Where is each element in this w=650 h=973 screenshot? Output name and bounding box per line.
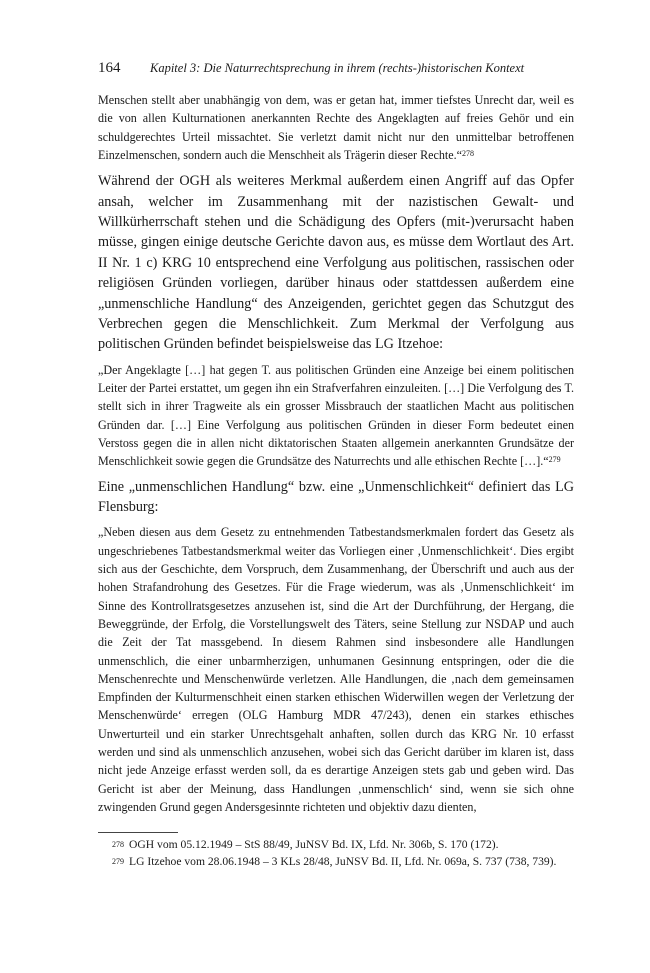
footnote-ref-278[interactable]: 278 xyxy=(462,148,475,158)
footnote-number: 278 xyxy=(112,840,124,850)
block-quote-lg-itzehoe xyxy=(98,361,574,471)
footnote-278 xyxy=(98,837,574,854)
page-header xyxy=(98,60,574,82)
body-paragraph-2: Eine „unmenschlichen Handlung“ bzw. eine „Unmenschlichkeit“ definiert das LG Flensburg: xyxy=(98,478,574,516)
footnote-ref-279[interactable]: 279 xyxy=(548,455,561,465)
footnote-text: LG Itzehoe vom 28.06.1948 – 3 KLs 28/48, JuNSV Bd. II, Lfd. Nr. 069a, S. 737 (738, 739). xyxy=(129,854,557,868)
quote-text: „Der Angeklagte […] hat gegen T. aus politischen Gründen eine Anzeige bei einem politischen Leiter der Partei erstattet, um gegen ihn ein Strafverfahren einzuleiten. […] Die Verfolgung des T. stellt sich in ihrer Tragweite als ein grosser Missbrauch der staatlichen Macht aus politischen Gründen dar. […] Eine Verfolgung aus politischen Gründen in dieser Form bedeutet einen Verstoss gegen die in allen nicht diktatorischen Staaten allgemein anerkannten Grundsätze der Menschlichkeit sowie gegen die Grundsätze des Naturrechts und alle ethischen Rechte […].“ xyxy=(98,362,574,469)
block-quote-continued xyxy=(98,91,574,164)
book-page xyxy=(98,60,574,870)
footnote-divider xyxy=(98,832,178,833)
footnote-279 xyxy=(98,854,574,871)
body-paragraph-1: Während der OGH als weiteres Merkmal außerdem einen Angriff auf das Opfer ansah, welcher im Zusammenhang mit der nazistischen Gewalt- und Willkürherrschaft stehen und die Schädigung des Opfers (mit-)verursacht haben müsse, gingen einige deutsche Gerichte davon aus, es müsse dem Wortlaut des Art. II Nr. 1 c) KRG 10 entsprechend eine Verfolgung aus politischen, rassischen oder religiösen Gründen vorliegen, darüber hinaus oder stattdessen außerdem eine „unmenschliche Handlung“ des Anzeigenden, gerichtet gegen das Schutzgut des Verbrechen gegen die Menschlichkeit. Zum Merkmal der Verfolgung aus politischen Gründen befindet beispielsweise das LG Itzehoe: xyxy=(98,173,574,353)
running-title: Kapitel 3: Die Naturrechtsprechung in ihrem (rechts-)historischen Kontext xyxy=(150,61,525,75)
quote-text: Menschen stellt aber unabhängig von dem, was er getan hat, immer tiefstes Unrecht dar, weil es die von allen Kulturnationen anerkannten Rechte des Angeklagten auf freies Gehör und ein schuldgerechtes Urteil missachtet. Sie verletzt damit nicht nur den unmittelbar betroffenen Einzelmenschen, sondern auch die Menschheit als Trägerin dieser Rechte.“ xyxy=(98,93,574,162)
page-number: 164 xyxy=(98,60,121,76)
footnote-number: 279 xyxy=(112,856,124,866)
block-quote-lg-flensburg: „Neben diesen aus dem Gesetz zu entnehmenden Tatbestandsmerkmalen fordert das Gesetz als ungeschriebenes Tatbestandsmerkmal weiter das Vorliegen einer ‚Unmenschlichkeit‘. Dies ergibt sich aus der Geschichte, dem Vorspruch, dem Zusammenhang, der Überschrift und auch aus der hohen Strafandrohung des Gesetzes. Für die Frage wiederum, was als ‚Unmenschlichkeit‘ im Sinne des Kontrollratsgesetzes anzusehen ist, sind die Art der Durchführung, der Hergang, die Beweggründe, der Erfolg, die Vorstellungswelt des Täters, seine Stellung zur NSDAP und auch die Zeit der Tat massgebend. In diesem Rahmen sind insbesondere alle Handlungen unmenschlich, die einer unbarmherzigen, unhumanen Gesinnung entspringen, oder die die Menschenrechte und Menschenwürde verletzen. Alle Handlungen, die ‚nach dem gemeinsamen Empfinden der Kulturmenschheit einen starken ethischen Widerwillen wegen der Verletzung der Menschenwürde‘ erregen (OLG Hamburg MDR 47/243), denen ein starkes ethisches Unwerturteil und ein starker Unrechtsgehalt anhaften, sollen durch das KRG Nr. 10 erfasst werden und sind als unmenschlich anzusehen, wobei sich das Gericht darüber im klaren ist, dass nicht jede Anzeige erfasst werden soll, da es derartige Anzeigen stets gab und geben wird. Das Gericht ist aber der Meinung, dass Handlungen ‚unmenschlich‘ sind, wenn sie sich ohne zwingenden Grund gegen Andersgesinnte richteten und objektiv dazu dienten, xyxy=(98,525,574,814)
footnote-text: OGH vom 05.12.1949 – StS 88/49, JuNSV Bd. IX, Lfd. Nr. 306b, S. 170 (172). xyxy=(129,838,499,852)
